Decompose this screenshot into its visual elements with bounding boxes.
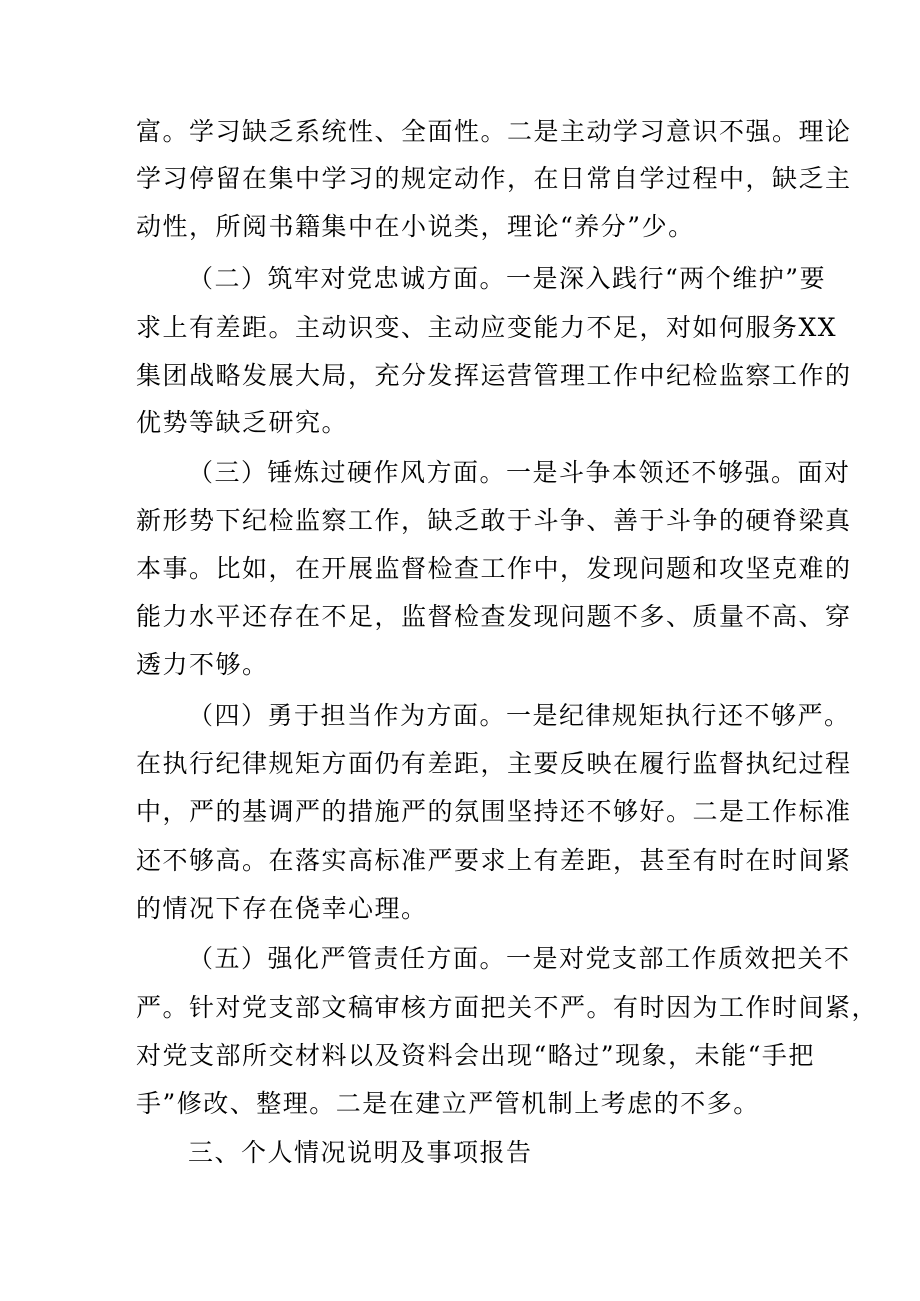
text-line: 严。针对党支部文稿审核方面把关不严。有时因为工作时间紧， [136,993,879,1022]
text-line: 富。学习缺乏系统性、全面性。二是主动学习意识不强。理论 [136,117,852,146]
text-line: 新形势下纪检监察工作，缺乏敢于斗争、善于斗争的硬脊梁真 [136,506,852,535]
text-line: 学习停留在集中学习的规定动作，在日常自学过程中，缺乏主 [136,164,852,193]
text-line: 对党支部所交材料以及资料会出现“略过”现象，未能“手把 [136,1041,815,1070]
text-line: 能力水平还存在不足，监督检查发现问题不多、质量不高、穿 [136,602,852,631]
text-line: 手”修改、整理。二是在建立严管机制上考虑的不多。 [136,1089,760,1118]
text-line: 集团战略发展大局，充分发挥运营管理工作中纪检监察工作的 [136,361,852,390]
text-line: 求上有差距。主动识变、主动应变能力不足，对如何服务XX [136,313,838,342]
paragraph-heading-line: （三）锤炼过硬作风方面。一是斗争本领还不够强。面对 [188,458,851,487]
text-line: 在执行纪律规矩方面仍有差距，主要反映在履行监督执纪过程 [136,749,852,778]
text-line: 中，严的基调严的措施严的氛围坚持还不够好。二是工作标准 [136,797,852,826]
paragraph-heading-line: （二）筑牢对党忠诚方面。一是深入践行“两个维护”要 [188,264,827,293]
paragraph-heading-line: （五）强化严管责任方面。一是对党支部工作质效把关不 [188,944,851,973]
text-line: 动性，所阅书籍集中在小说类，理论“养分”少。 [136,212,695,241]
text-line: 还不够高。在落实高标准严要求上有差距，甚至有时在时间紧 [136,846,852,875]
paragraph-heading-line: （四）勇于担当作为方面。一是纪律规矩执行还不够严。 [188,701,851,730]
text-line: 优势等缺乏研究。 [136,408,349,437]
text-line: 的情况下存在侥幸心理。 [136,894,428,923]
text-line: 透力不够。 [136,650,269,679]
section-heading: 三、个人情况说明及事项报告 [188,1138,533,1167]
text-line: 本事。比如，在开展监督检查工作中，发现问题和攻坚克难的 [136,554,852,583]
